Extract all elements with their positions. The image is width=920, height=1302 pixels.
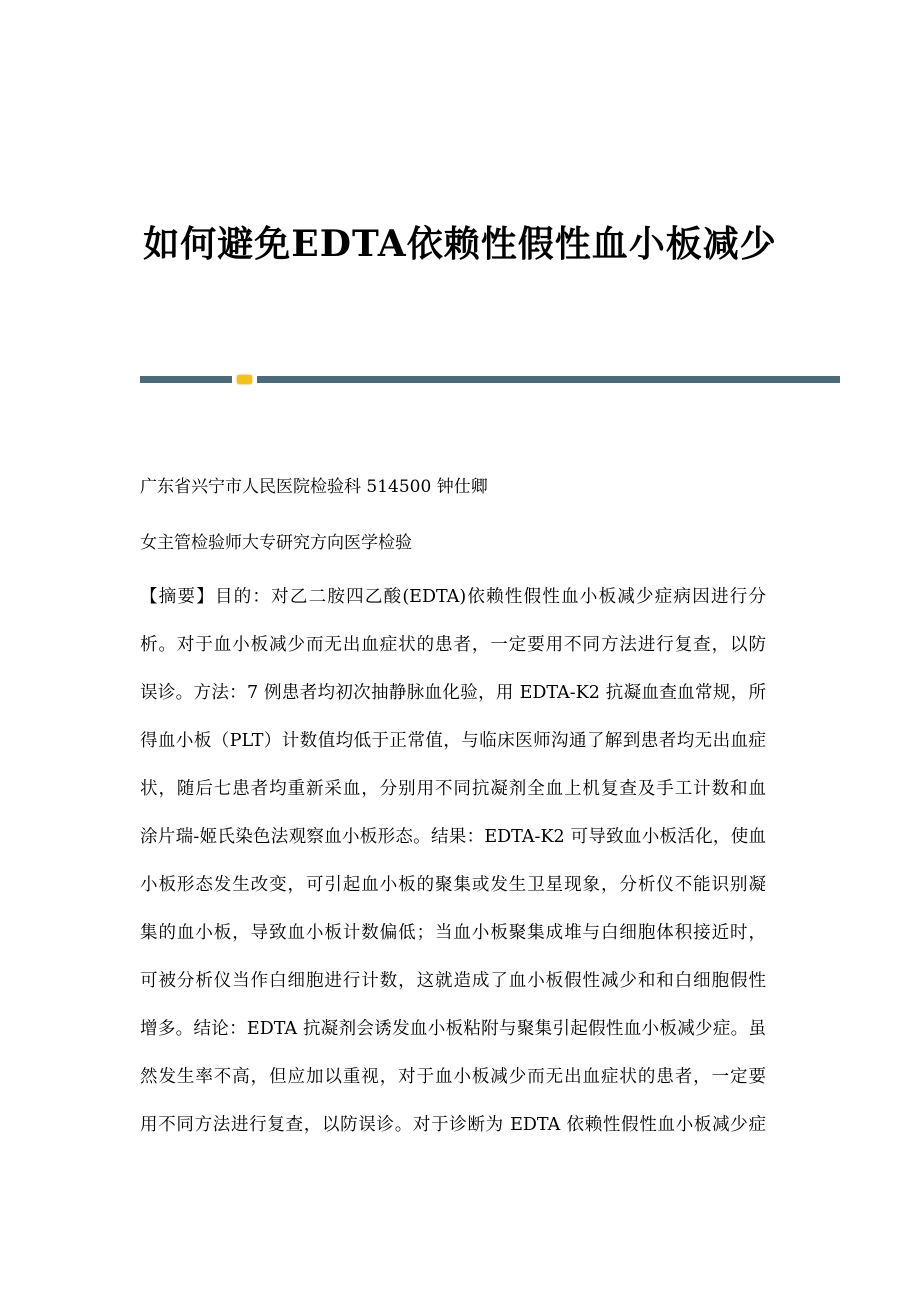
abstract-line: 误诊。方法：7 例患者均初次抽静脉血化验，用 EDTA-K2 抗凝血查血常规，所 [140,683,766,703]
author-affiliation: 广东省兴宁市人民医院检验科 514500 钟仕卿 [140,477,488,497]
abstract-line: 析。对于血小板减少而无出血症状的患者，一定要用不同方法进行复查，以防 [140,635,766,655]
divider-bar-right [257,376,840,383]
abstract-line: 得血小板（PLT）计数值均低于正常值，与临床医师沟通了解到患者均无出血症 [140,731,766,751]
title-divider [140,375,840,384]
document-title: 如何避免EDTA依赖性假性血小板减少 [143,223,777,265]
abstract-line: 然发生率不高，但应加以重视，对于血小板减少而无出血症状的患者，一定要 [140,1067,766,1087]
abstract-line: 小板形态发生改变，可引起血小板的聚集或发生卫星现象，分析仪不能识别凝 [140,875,766,895]
divider-ornament-icon [237,375,252,384]
abstract-line: 增多。结论：EDTA 抗凝剂会诱发血小板粘附与聚集引起假性血小板减少症。虽 [140,1019,766,1039]
author-info: 女主管检验师大专研究方向医学检验 [140,533,412,553]
abstract-line: 用不同方法进行复查，以防误诊。对于诊断为 EDTA 依赖性假性血小板减少症 [140,1115,766,1135]
divider-bar-left [140,376,232,383]
abstract-line: 可被分析仪当作白细胞进行计数，这就造成了血小板假性减少和和白细胞假性 [140,971,766,991]
abstract-line: 集的血小板，导致血小板计数偏低；当血小板聚集成堆与白细胞体积接近时， [140,923,766,943]
abstract-line: 状，随后七患者均重新采血，分别用不同抗凝剂全血上机复查及手工计数和血 [140,779,766,799]
abstract-line: 【摘要】目的：对乙二胺四乙酸(EDTA)依赖性假性血小板减少症病因进行分 [140,587,766,607]
abstract-line: 涂片瑞-姬氏染色法观察血小板形态。结果：EDTA-K2 可导致血小板活化，使血 [140,827,766,847]
